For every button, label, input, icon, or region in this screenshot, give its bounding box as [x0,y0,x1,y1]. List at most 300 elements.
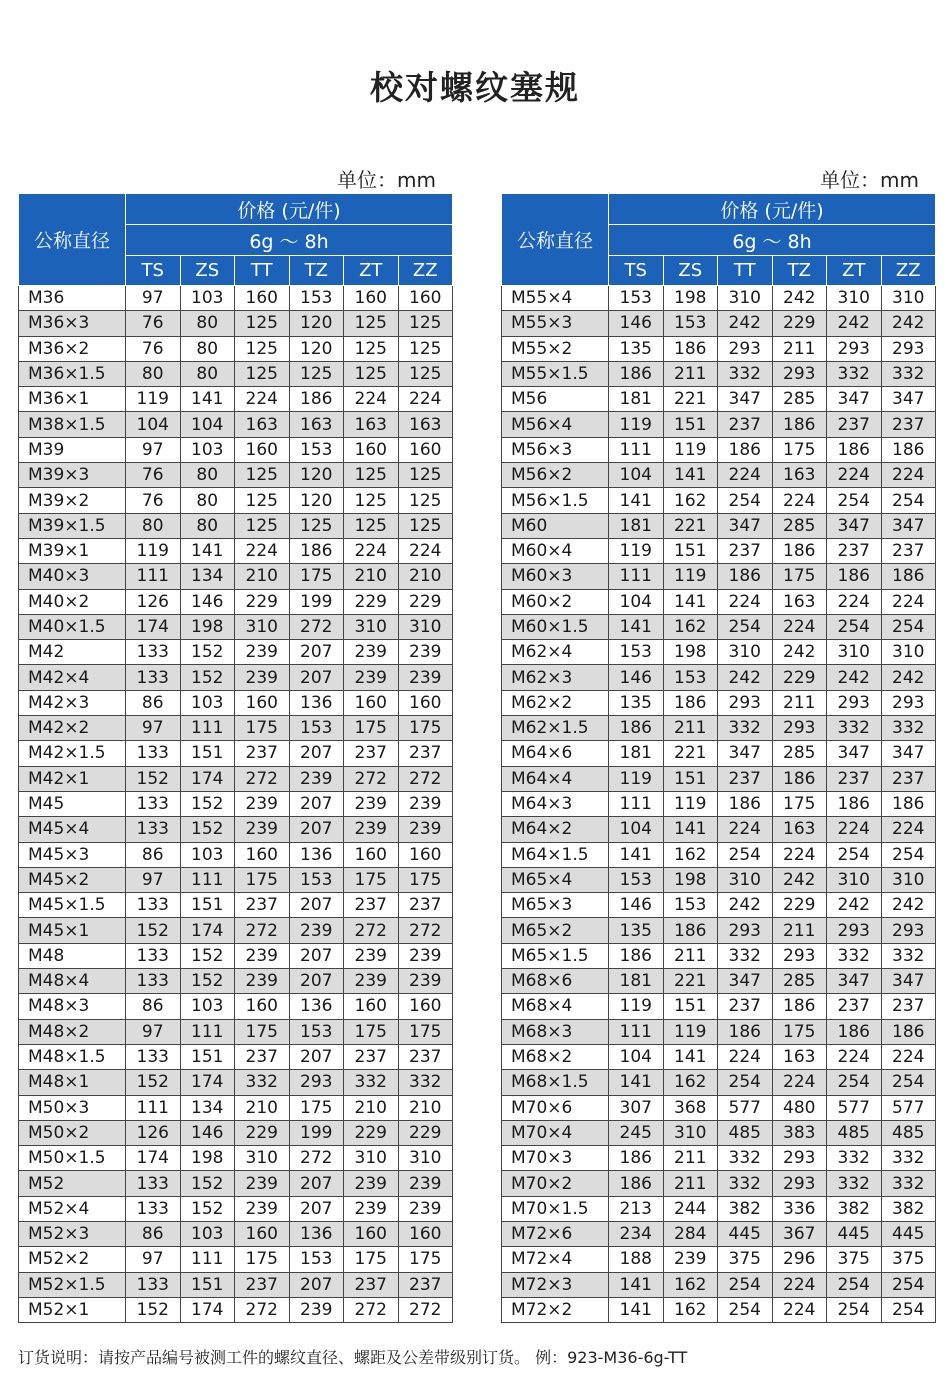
cell-price: 293 [827,918,882,943]
cell-price: 224 [718,463,773,488]
cell-price: 272 [344,766,399,791]
cell-price: 152 [180,969,235,994]
cell-price: 207 [289,1196,344,1221]
cell-price: 133 [126,1196,181,1221]
cell-price: 146 [180,1120,235,1145]
cell-price: 332 [827,361,882,386]
cell-nominal-diameter: M52×2 [19,1247,126,1272]
cell-nominal-diameter: M39×3 [19,463,126,488]
cell-price: 133 [126,943,181,968]
cell-nominal-diameter: M72×6 [502,1221,609,1246]
table-row [19,690,453,715]
cell-price: 237 [398,1044,453,1069]
table-row [19,361,453,386]
cell-price: 224 [718,589,773,614]
cell-price: 577 [827,1095,882,1120]
cell-nominal-diameter: M70×2 [502,1171,609,1196]
cell-nominal-diameter: M65×2 [502,918,609,943]
cell-price: 234 [609,1221,664,1246]
cell-price: 310 [718,286,773,311]
cell-price: 332 [881,716,936,741]
cell-price: 332 [827,1146,882,1171]
cell-price: 120 [289,463,344,488]
cell-price: 125 [398,488,453,513]
cell-price: 224 [881,817,936,842]
table-row [502,716,936,741]
cell-price: 133 [126,893,181,918]
cell-price: 103 [180,286,235,311]
cell-price: 160 [344,690,399,715]
cell-nominal-diameter: M60×2 [502,589,609,614]
cell-price: 239 [344,640,399,665]
cell-nominal-diameter: M68×6 [502,969,609,994]
cell-price: 175 [235,867,290,892]
cell-price: 175 [289,564,344,589]
table-row [502,488,936,513]
cell-price: 224 [344,538,399,563]
table-row [19,867,453,892]
cell-price: 141 [180,387,235,412]
cell-price: 332 [881,361,936,386]
cell-price: 80 [180,336,235,361]
cell-price: 175 [344,1247,399,1272]
cell-price: 103 [180,1221,235,1246]
cell-price: 242 [827,665,882,690]
cell-price: 125 [398,336,453,361]
cell-nominal-diameter: M45×2 [19,867,126,892]
table-row [502,1247,936,1272]
cell-price: 254 [827,1297,882,1322]
cell-price: 151 [180,741,235,766]
cell-price: 146 [609,665,664,690]
cell-nominal-diameter: M42×1 [19,766,126,791]
cell-price: 347 [881,387,936,412]
cell-price: 445 [827,1221,882,1246]
cell-price: 104 [609,589,664,614]
cell-price: 254 [827,1070,882,1095]
table-row [502,1196,936,1221]
cell-price: 125 [235,463,290,488]
cell-price: 186 [663,918,718,943]
cell-nominal-diameter: M42×4 [19,665,126,690]
cell-price: 80 [126,361,181,386]
cell-price: 199 [289,1120,344,1145]
cell-price: 382 [718,1196,773,1221]
cell-price: 207 [289,665,344,690]
cell-price: 242 [881,893,936,918]
cell-nominal-diameter: M70×1.5 [502,1196,609,1221]
header-price: 价格 (元/件) [609,194,936,225]
cell-price: 162 [663,1070,718,1095]
cell-price: 239 [344,969,399,994]
cell-price: 104 [609,463,664,488]
cell-price: 254 [827,488,882,513]
cell-price: 310 [827,286,882,311]
cell-price: 153 [609,286,664,311]
cell-price: 162 [663,614,718,639]
cell-price: 152 [126,918,181,943]
cell-price: 224 [827,817,882,842]
cell-nominal-diameter: M55×3 [502,311,609,336]
cell-price: 237 [881,412,936,437]
cell-price: 254 [718,488,773,513]
cell-nominal-diameter: M52 [19,1171,126,1196]
cell-price: 181 [609,387,664,412]
cell-price: 332 [235,1070,290,1095]
cell-price: 181 [609,741,664,766]
table-row [502,994,936,1019]
cell-price: 332 [718,1171,773,1196]
cell-price: 310 [881,640,936,665]
cell-price: 237 [398,893,453,918]
cell-nominal-diameter: M40×2 [19,589,126,614]
table-row [502,311,936,336]
cell-price: 181 [609,969,664,994]
table-row [19,1019,453,1044]
cell-price: 186 [718,564,773,589]
cell-nominal-diameter: M45×1 [19,918,126,943]
cell-price: 160 [398,842,453,867]
cell-price: 347 [827,513,882,538]
cell-nominal-diameter: M36×3 [19,311,126,336]
cell-price: 207 [289,893,344,918]
cell-price: 221 [663,387,718,412]
table-row [19,488,453,513]
cell-price: 163 [772,589,827,614]
cell-price: 152 [126,1070,181,1095]
cell-price: 296 [772,1247,827,1272]
cell-price: 133 [126,817,181,842]
cell-nominal-diameter: M52×4 [19,1196,126,1221]
cell-price: 133 [126,1171,181,1196]
cell-price: 76 [126,488,181,513]
cell-price: 210 [398,1095,453,1120]
cell-price: 224 [772,614,827,639]
table-row [502,1044,936,1069]
cell-price: 151 [663,538,718,563]
cell-price: 188 [609,1247,664,1272]
table-row [502,690,936,715]
table-row [502,1272,936,1297]
cell-price: 86 [126,994,181,1019]
cell-price: 125 [344,513,399,538]
cell-price: 239 [235,1171,290,1196]
cell-price: 293 [718,918,773,943]
cell-price: 242 [881,665,936,690]
table-row [502,1070,936,1095]
cell-price: 141 [609,614,664,639]
cell-price: 239 [398,640,453,665]
cell-price: 332 [881,1146,936,1171]
cell-nominal-diameter: M56×4 [502,412,609,437]
cell-price: 239 [398,665,453,690]
cell-price: 175 [398,1247,453,1272]
cell-nominal-diameter: M56×3 [502,437,609,462]
cell-price: 211 [663,943,718,968]
table-row [19,1120,453,1145]
cell-price: 151 [663,766,718,791]
table-row [502,969,936,994]
cell-price: 120 [289,336,344,361]
cell-nominal-diameter: M48×2 [19,1019,126,1044]
cell-price: 239 [235,791,290,816]
cell-price: 186 [881,1019,936,1044]
cell-price: 207 [289,1171,344,1196]
cell-price: 293 [881,918,936,943]
cell-price: 125 [344,336,399,361]
cell-price: 229 [344,589,399,614]
cell-nominal-diameter: M55×1.5 [502,361,609,386]
cell-price: 224 [344,387,399,412]
table-row [502,791,936,816]
cell-price: 86 [126,1221,181,1246]
cell-price: 224 [881,463,936,488]
cell-price: 254 [881,842,936,867]
table-row [19,943,453,968]
cell-price: 134 [180,1095,235,1120]
cell-price: 224 [772,1070,827,1095]
cell-price: 254 [718,614,773,639]
table-body-right [502,286,936,1323]
cell-price: 310 [398,614,453,639]
table-row [19,538,453,563]
cell-price: 347 [827,969,882,994]
cell-price: 229 [235,589,290,614]
cell-price: 126 [126,1120,181,1145]
cell-price: 120 [289,488,344,513]
cell-price: 293 [827,336,882,361]
cell-price: 186 [289,387,344,412]
unit-label-right: 单位：mm [820,168,919,192]
cell-price: 239 [235,969,290,994]
table-row [502,589,936,614]
cell-price: 239 [344,1196,399,1221]
cell-price: 242 [718,665,773,690]
cell-nominal-diameter: M65×1.5 [502,943,609,968]
cell-price: 160 [344,1221,399,1246]
cell-price: 186 [772,766,827,791]
cell-price: 160 [235,1221,290,1246]
header-tolerance: 6g ～ 8h [126,225,453,256]
cell-price: 293 [772,1146,827,1171]
cell-price: 125 [235,361,290,386]
cell-nominal-diameter: M45 [19,791,126,816]
cell-price: 125 [235,488,290,513]
table-row [19,893,453,918]
cell-price: 293 [718,690,773,715]
cell-nominal-diameter: M64×1.5 [502,842,609,867]
cell-price: 310 [398,1146,453,1171]
table-row [19,286,453,311]
cell-price: 153 [609,640,664,665]
cell-price: 293 [772,716,827,741]
cell-price: 272 [235,766,290,791]
cell-price: 242 [772,640,827,665]
cell-price: 119 [663,1019,718,1044]
cell-price: 211 [772,690,827,715]
cell-price: 332 [718,1146,773,1171]
cell-price: 285 [772,969,827,994]
cell-price: 242 [827,893,882,918]
header-tolerance: 6g ～ 8h [609,225,936,256]
cell-price: 151 [180,893,235,918]
cell-nominal-diameter: M40×1.5 [19,614,126,639]
header-col-zt: ZT [344,256,399,286]
cell-price: 133 [126,741,181,766]
cell-nominal-diameter: M68×2 [502,1044,609,1069]
cell-price: 229 [398,1120,453,1145]
table-row [502,867,936,892]
cell-nominal-diameter: M42×2 [19,716,126,741]
table-row [502,286,936,311]
cell-price: 175 [772,564,827,589]
table-row [502,387,936,412]
cell-nominal-diameter: M42 [19,640,126,665]
cell-price: 224 [827,463,882,488]
table-row [502,766,936,791]
cell-price: 160 [235,437,290,462]
cell-price: 80 [126,513,181,538]
cell-price: 237 [235,741,290,766]
cell-nominal-diameter: M50×3 [19,1095,126,1120]
cell-nominal-diameter: M42×3 [19,690,126,715]
cell-price: 186 [718,1019,773,1044]
table-row [502,1146,936,1171]
cell-price: 152 [180,640,235,665]
table-row [502,640,936,665]
cell-price: 207 [289,640,344,665]
header-col-tt: TT [718,256,773,286]
cell-price: 141 [663,463,718,488]
cell-price: 136 [289,842,344,867]
cell-price: 254 [881,614,936,639]
cell-price: 175 [235,1247,290,1272]
cell-nominal-diameter: M42×1.5 [19,741,126,766]
cell-price: 186 [881,437,936,462]
cell-price: 186 [772,538,827,563]
table-row [502,538,936,563]
cell-price: 485 [718,1120,773,1145]
cell-nominal-diameter: M68×1.5 [502,1070,609,1095]
cell-price: 174 [126,614,181,639]
cell-price: 375 [718,1247,773,1272]
cell-price: 111 [180,1019,235,1044]
table-row [19,969,453,994]
cell-price: 162 [663,1272,718,1297]
cell-price: 160 [398,437,453,462]
cell-price: 174 [180,766,235,791]
table-row [19,564,453,589]
cell-price: 224 [718,1044,773,1069]
cell-price: 242 [827,311,882,336]
cell-price: 153 [663,893,718,918]
table-row [19,1171,453,1196]
table-row [502,893,936,918]
price-table-right [501,193,936,1323]
cell-price: 237 [344,1044,399,1069]
cell-price: 199 [289,589,344,614]
cell-price: 293 [772,361,827,386]
cell-price: 207 [289,969,344,994]
cell-nominal-diameter: M45×3 [19,842,126,867]
cell-price: 347 [718,387,773,412]
cell-price: 224 [827,589,882,614]
table-row [19,589,453,614]
cell-price: 111 [609,1019,664,1044]
cell-price: 163 [235,412,290,437]
cell-nominal-diameter: M60×3 [502,564,609,589]
cell-price: 119 [663,437,718,462]
cell-price: 162 [663,1297,718,1322]
cell-price: 76 [126,336,181,361]
cell-nominal-diameter: M52×1.5 [19,1272,126,1297]
cell-price: 119 [609,412,664,437]
cell-price: 480 [772,1095,827,1120]
cell-price: 160 [344,994,399,1019]
header-nominal-diameter: 公称直径 [502,194,609,286]
cell-price: 97 [126,437,181,462]
cell-nominal-diameter: M72×2 [502,1297,609,1322]
ordering-note: 订货说明：请按产品编号被测工件的螺纹直径、螺距及公差带级别订货。 例：923-M36-6g-TT [18,1348,688,1367]
cell-price: 153 [289,1247,344,1272]
cell-price: 181 [609,513,664,538]
cell-price: 186 [663,336,718,361]
cell-price: 146 [609,893,664,918]
cell-price: 207 [289,943,344,968]
cell-price: 242 [772,867,827,892]
cell-price: 160 [235,994,290,1019]
cell-price: 237 [718,994,773,1019]
cell-nominal-diameter: M50×2 [19,1120,126,1145]
cell-price: 186 [772,994,827,1019]
cell-price: 119 [609,766,664,791]
cell-price: 80 [180,311,235,336]
cell-price: 152 [180,791,235,816]
cell-nominal-diameter: M39×1 [19,538,126,563]
cell-price: 284 [663,1221,718,1246]
cell-price: 136 [289,994,344,1019]
header-col-tz: TZ [289,256,344,286]
table-row [502,513,936,538]
cell-price: 347 [718,969,773,994]
cell-nominal-diameter: M36 [19,286,126,311]
cell-price: 103 [180,437,235,462]
cell-nominal-diameter: M62×2 [502,690,609,715]
cell-price: 210 [344,1095,399,1120]
cell-price: 160 [398,690,453,715]
cell-nominal-diameter: M62×1.5 [502,716,609,741]
cell-price: 160 [344,842,399,867]
cell-nominal-diameter: M38×1.5 [19,412,126,437]
cell-price: 76 [126,463,181,488]
cell-price: 174 [180,1297,235,1322]
cell-price: 347 [881,513,936,538]
cell-price: 186 [289,538,344,563]
cell-price: 207 [289,741,344,766]
cell-price: 382 [881,1196,936,1221]
cell-price: 221 [663,741,718,766]
cell-nominal-diameter: M70×6 [502,1095,609,1120]
cell-price: 310 [827,867,882,892]
cell-price: 186 [609,716,664,741]
cell-price: 136 [289,1221,344,1246]
cell-price: 229 [235,1120,290,1145]
cell-price: 198 [663,286,718,311]
cell-nominal-diameter: M68×4 [502,994,609,1019]
cell-price: 237 [718,766,773,791]
cell-price: 125 [289,513,344,538]
table-row [19,1044,453,1069]
